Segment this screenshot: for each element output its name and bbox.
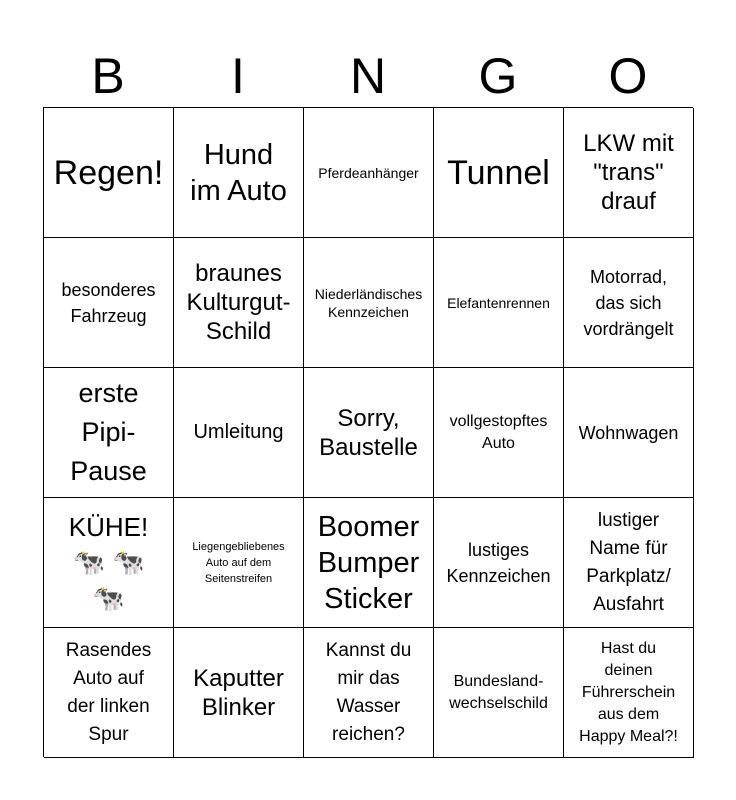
cell-text: vollgestopftes Auto [449, 412, 548, 452]
cell-text: lustiger Name für Parkplatz/ Ausfahrt [586, 509, 671, 615]
bingo-header [43, 44, 693, 108]
header-letter-i: I [231, 48, 245, 104]
bingo-cell[interactable] [564, 238, 694, 368]
bingo-cell[interactable] [564, 628, 694, 758]
header-letter-g: G [478, 48, 518, 104]
cell-text: braunes Kulturgut- Schild [186, 260, 291, 345]
bingo-cell[interactable] [304, 498, 434, 628]
cell-text: Hund im Auto [190, 138, 287, 207]
bingo-grid [43, 107, 693, 757]
cell-text: Sorry, Baustelle [319, 404, 418, 461]
cell-text: Regen! [53, 153, 164, 192]
cell-text: Kaputter Blinker [193, 664, 284, 721]
bingo-cell[interactable] [564, 498, 694, 628]
bingo-cell[interactable] [564, 108, 694, 238]
bingo-cell[interactable] [304, 108, 434, 238]
bingo-cell[interactable] [304, 238, 434, 368]
cell-text: Elefantenrennen [447, 294, 550, 311]
bingo-cell[interactable] [174, 368, 304, 498]
bingo-cell[interactable] [434, 628, 564, 758]
bingo-cell[interactable] [174, 238, 304, 368]
cell-text: Motorrad, das sich vordrängelt [583, 266, 674, 339]
cell-text: lustiges Kennzeichen [446, 539, 551, 586]
cell-text: KÜHE! [68, 511, 149, 542]
bingo-cell[interactable] [304, 368, 434, 498]
cell-text: Wohnwagen [578, 422, 679, 443]
bingo-cell[interactable] [44, 238, 174, 368]
header-letter-o: O [608, 48, 648, 104]
header-letter-n: N [349, 48, 387, 104]
bingo-cell[interactable] [44, 368, 174, 498]
bingo-cell[interactable] [44, 108, 174, 238]
cell-text: Liegengebliebenes Auto auf dem Seitenstreifen [192, 540, 285, 585]
cell-text: Bundesland- wechselschild [449, 672, 548, 712]
cell-text: Tunnel [447, 153, 550, 192]
cell-text: Pferdeanhänger [318, 164, 419, 181]
bingo-cell[interactable] [434, 108, 564, 238]
cell-text: Hast du deinen Führerschein aus dem Happy Meal?! [579, 639, 678, 745]
header-letter-b: B [91, 48, 125, 104]
cow-icon: 🐄 🐄 🐄 [72, 546, 145, 613]
bingo-cell[interactable] [434, 238, 564, 368]
bingo-cell[interactable] [174, 628, 304, 758]
cell-text: LKW mit "trans" drauf [583, 130, 674, 215]
cell-text: Rasendes Auto auf der linken Spur [65, 639, 152, 745]
cell-text: besonderes Fahrzeug [61, 279, 156, 326]
bingo-cell[interactable] [434, 368, 564, 498]
cell-text: Umleitung [193, 421, 284, 443]
cell-text: erste Pipi- Pause [70, 378, 147, 486]
cell-text: Boomer Bumper Sticker [317, 510, 420, 615]
bingo-cell[interactable] [44, 498, 174, 628]
bingo-cell[interactable] [434, 498, 564, 628]
bingo-cell[interactable] [304, 628, 434, 758]
cell-text: Kannst du mir das Wasser reichen? [325, 639, 412, 745]
cell-text: Niederländisches Kennzeichen [314, 285, 423, 320]
bingo-cell[interactable] [174, 498, 304, 628]
bingo-cell[interactable] [564, 368, 694, 498]
bingo-cell[interactable] [44, 628, 174, 758]
bingo-cell[interactable] [174, 108, 304, 238]
